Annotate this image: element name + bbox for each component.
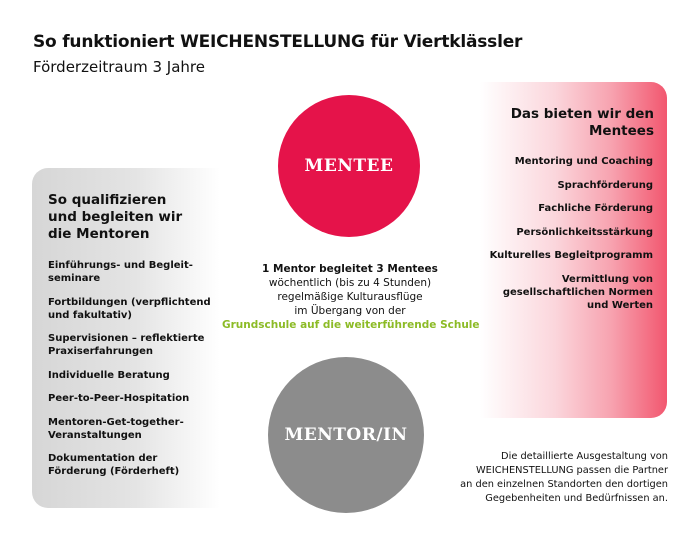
ratio-text: 1 Mentor begleitet 3 Mentees: [262, 263, 438, 275]
frequency-text: wöchentlich (bis zu 4 Stunden): [268, 277, 432, 289]
heading-line: die Mentoren: [48, 226, 150, 242]
list-item-line: Peer-to-Peer-Hospitation: [48, 393, 190, 404]
list-item-line: Fachliche Förderung: [538, 203, 653, 214]
list-item-line: Mentoring und Coaching: [514, 156, 653, 167]
list-item: [48, 259, 218, 285]
list-item-line: Persönlichkeitsstärkung: [516, 226, 653, 238]
footnote-line: Gegebenheiten und Bedürfnissen an.: [485, 493, 668, 504]
list-item: [48, 296, 218, 322]
list-item: [470, 273, 653, 312]
list-item-line: Einführungs- und Begleit-: [48, 260, 193, 271]
page-subtitle: Förderzeitraum 3 Jahre: [33, 58, 205, 76]
list-item-line: Supervisionen – reflektierte: [48, 333, 205, 344]
list-item-line: Dokumentation der: [48, 453, 158, 464]
list-item: [470, 155, 653, 168]
list-item: [470, 249, 653, 262]
list-item-line: und fakultativ): [48, 309, 132, 321]
list-item: [48, 392, 218, 405]
heading-line: und begleiten wir: [48, 209, 183, 225]
mentor-label: MENTOR/IN: [284, 425, 408, 445]
mentee-offer-list: [470, 155, 653, 322]
heading-line: Das bieten wir den: [510, 106, 654, 122]
mentee-offer-heading: [486, 106, 654, 140]
relationship-description: [222, 262, 478, 332]
list-item-line: Sprachförderung: [557, 179, 653, 191]
excursions-text: regelmäßige Kulturausflüge: [277, 291, 423, 303]
list-item-line: Vermittlung von: [561, 273, 653, 285]
list-item: [470, 226, 653, 239]
list-item-line: seminare: [48, 273, 101, 284]
footnote: [448, 450, 668, 506]
list-item: [470, 202, 653, 215]
transition-highlight: Grundschule auf die weiterführende Schule: [222, 319, 480, 331]
page-title: So funktioniert WEICHENSTELLUNG für Viertklässler: [33, 32, 523, 52]
list-item: [48, 332, 218, 358]
list-item-line: Praxiserfahrungen: [48, 346, 153, 357]
mentee-label: MENTEE: [304, 156, 394, 176]
list-item: [470, 179, 653, 192]
list-item-line: Individuelle Beratung: [48, 369, 170, 381]
mentee-circle: [278, 95, 420, 237]
footnote-line: WEICHENSTELLUNG passen die Partner: [476, 465, 668, 476]
footnote-line: Die detaillierte Ausgestaltung von: [501, 451, 668, 462]
list-item: [48, 452, 218, 478]
list-item-line: Veranstaltungen: [48, 429, 142, 441]
list-item-line: Fortbildungen (verpflichtend: [48, 296, 211, 308]
transition-text: im Übergang von der: [294, 305, 406, 317]
list-item-line: gesellschaftlichen Normen: [502, 286, 653, 298]
list-item-line: Kulturelles Begleitprogramm: [489, 250, 653, 261]
heading-line: Mentees: [588, 123, 654, 139]
mentor-circle: [268, 357, 424, 513]
mentor-qualification-heading: [48, 192, 208, 243]
list-item-line: und Werten: [587, 299, 653, 311]
mentor-qualification-list: [48, 259, 218, 489]
list-item-line: Mentoren-Get-together-: [48, 416, 184, 428]
footnote-line: an den einzelnen Standorten den dortigen: [460, 479, 668, 490]
heading-line: So qualifizieren: [48, 192, 167, 208]
list-item: [48, 369, 218, 382]
list-item: [48, 416, 218, 442]
list-item-line: Förderung (Förderheft): [48, 466, 180, 477]
